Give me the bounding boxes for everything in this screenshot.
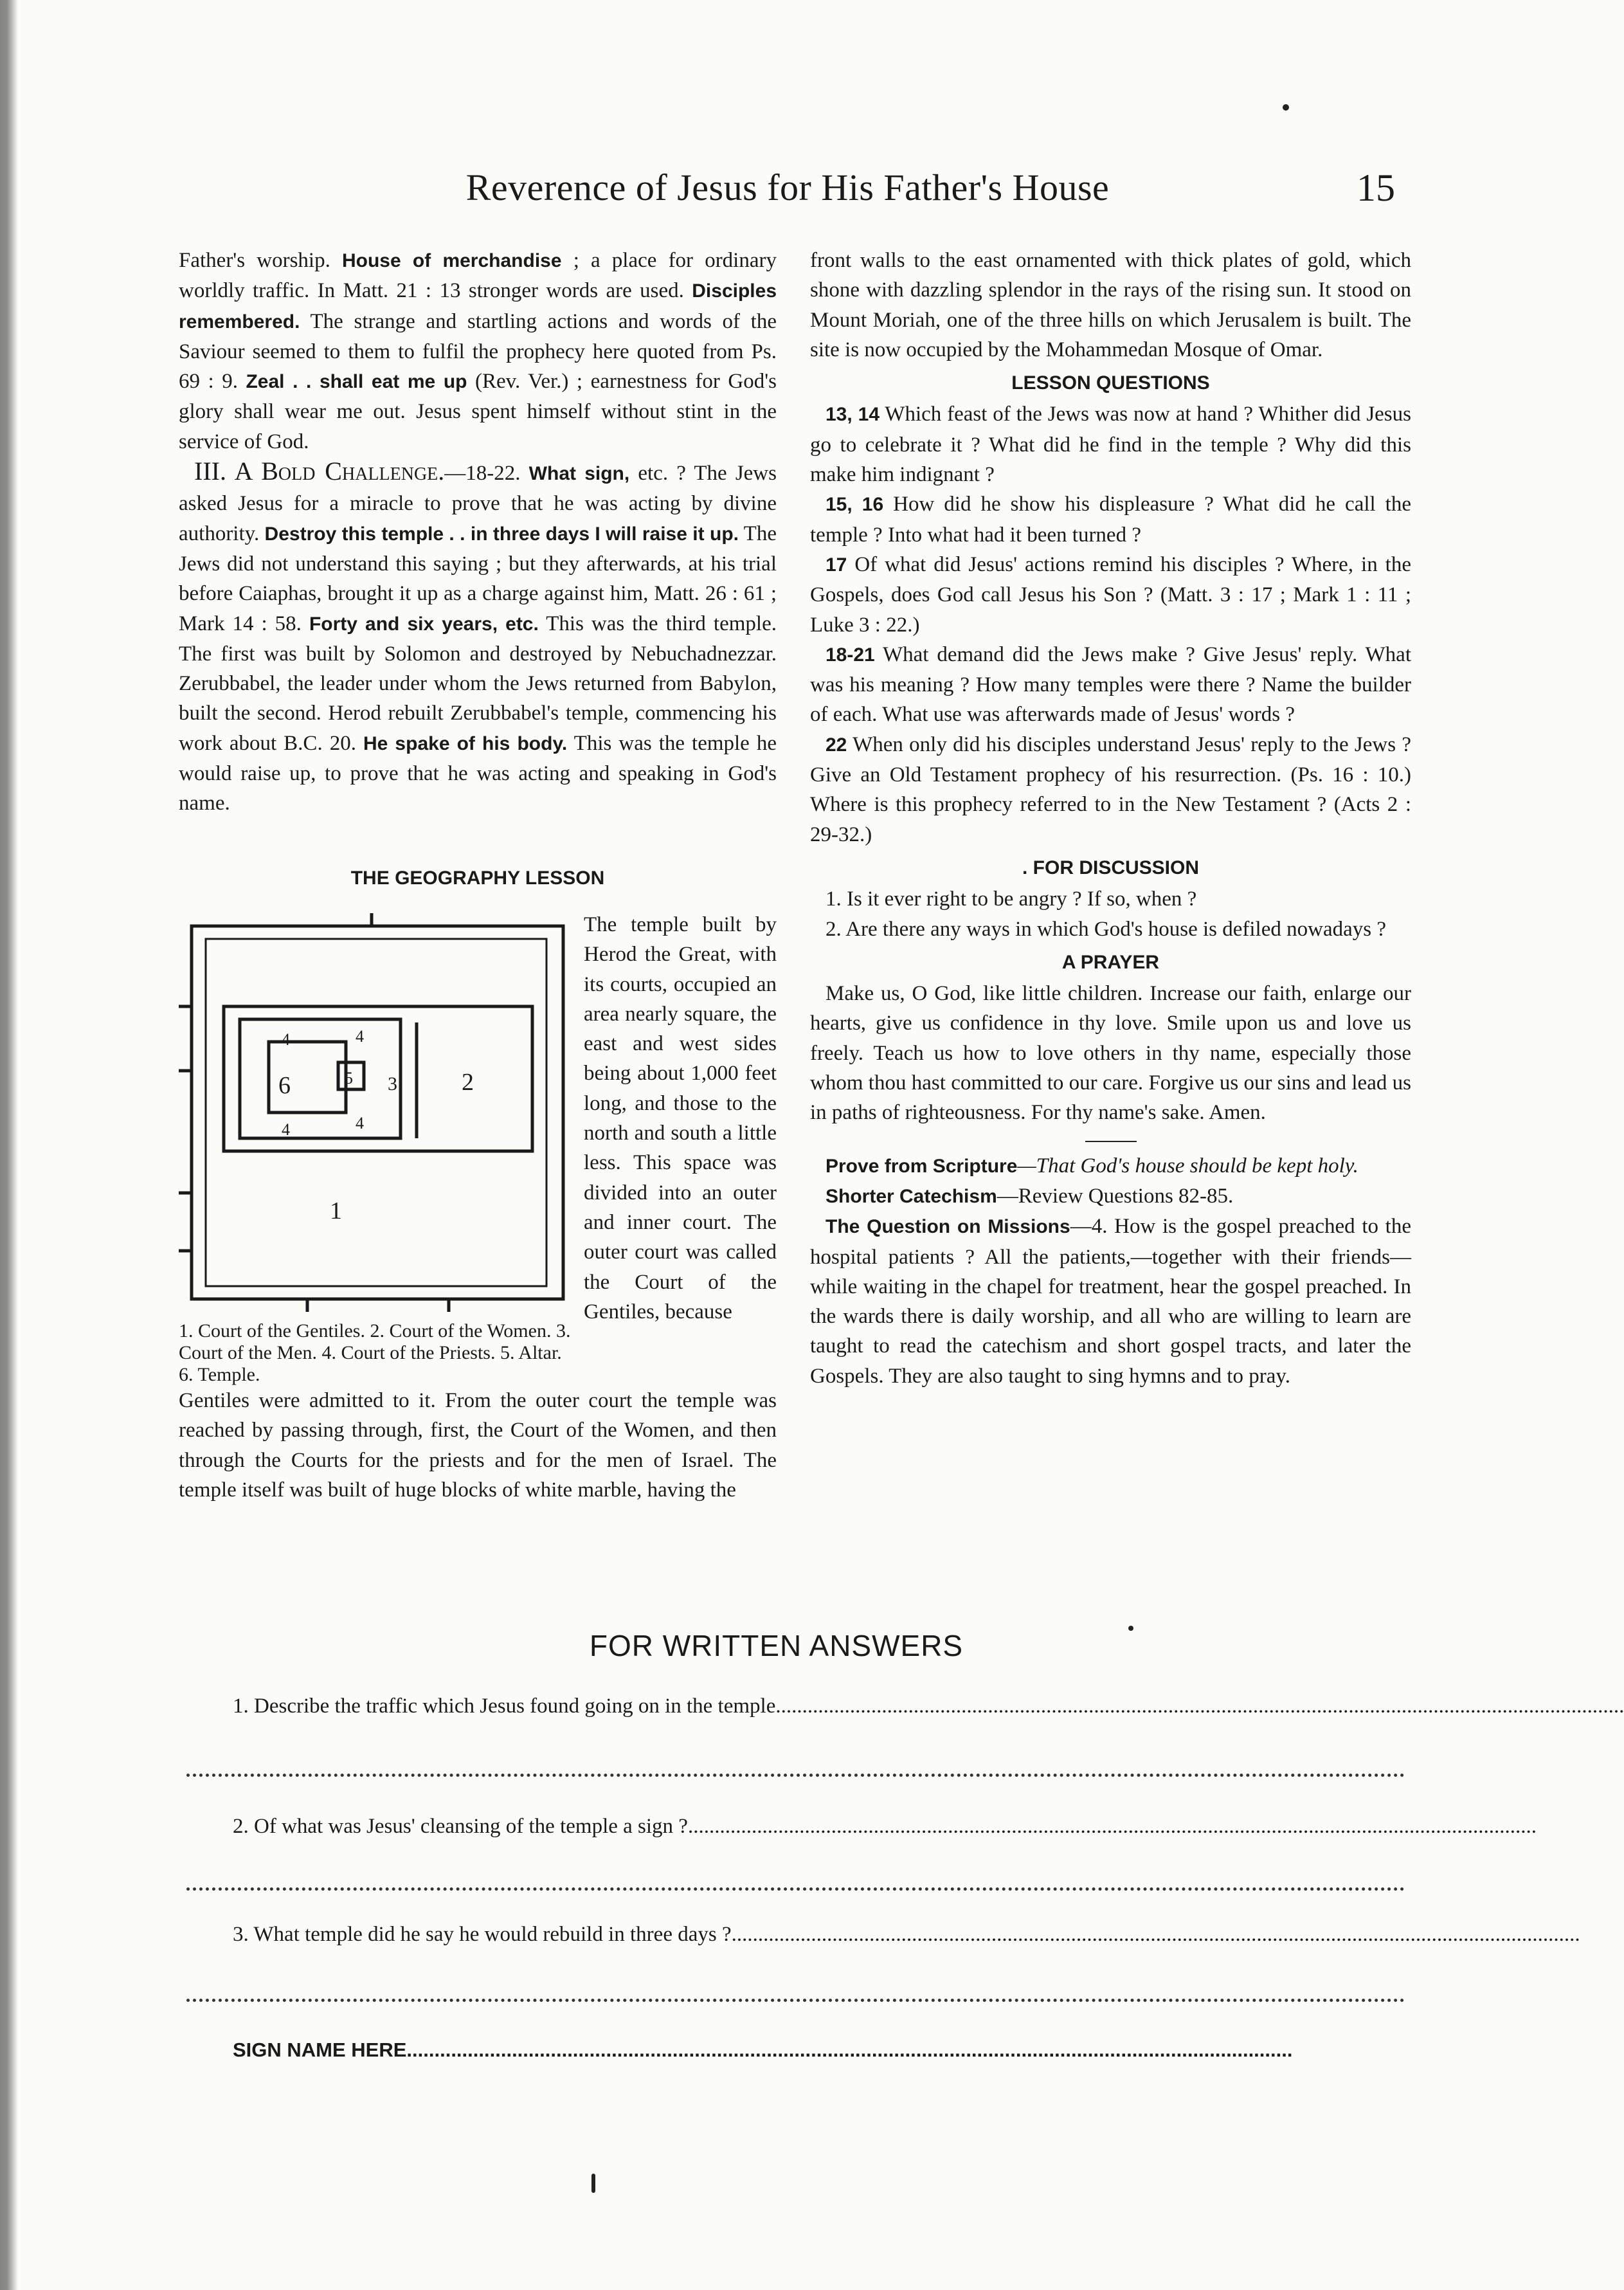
lesson-question: 22 When only did his disciples understand Jesus' reply to the Jews ? Give an Old Testament prophecy of his resurrection. (Ps. 16 : 10.) Where is this prophecy referred to in the New Testament ? (Acts 2 : 29-32.): [810, 732, 1411, 846]
court-of-priests-wall: [240, 1019, 401, 1138]
written-question-1: 1. Describe the traffic which Jesus found going on in the temple................................................................................................................................................................: [233, 1695, 1624, 1718]
answer-line-1[interactable]: [186, 1774, 1405, 1777]
lesson-question: 13, 14 Which feast of the Jews was now at hand ? Whither did Jesus go to celebrate it ? What did he find in the temple ? Why did this make him indignant ?: [810, 403, 1411, 487]
paragraph-house-of-merchandise: Father's worship. House of merchandise ; a place for ordinary worldly traffic. In Matt. 21 : 13 stronger words are used. Disciples remembered. The strange and startling actions and words of the Saviour seemed to them to fulfil the prophecy here quoted from Ps. 69 : 9. Zeal . . shall eat me up (Rev. Ver.) ; earnestness for God's glory shall wear me out. Jesus spent himself without stint in the service of God.: [179, 249, 777, 453]
plan-label-4d: 4: [356, 1113, 364, 1132]
geography-continued-right: front walls to the east ornamented with thick plates of gold, which shone with dazzling splendor in the rays of the rising sun. It stood on Mount Moriah, one of the three hills on which Jerusalem is built. The site is now occupied by the Mohammedan Mosque of Omar.: [810, 249, 1411, 361]
outer-wall: [192, 926, 563, 1299]
lesson-question: 15, 16 How did he show his displeasure ? What did he call the temple ? Into what had it been turned ?: [810, 493, 1411, 547]
answer-line-3[interactable]: [186, 1999, 1405, 2002]
geography-wrap-text: The temple built by Herod the Great, with its courts, occupied an area nearly square, the east and west sides being about 1,000 feet long, and those to the north and south a little less. This space was divided into an outer and inner court. The outer court was called the Court of the Gentiles, because: [584, 913, 777, 1323]
plan-label-1: 1: [330, 1197, 342, 1224]
temple-plan-diagram: [179, 910, 576, 1315]
written-question-2: 2. Of what was Jesus' cleansing of the temple a sign ?................................................................................................................................................................: [233, 1815, 1537, 1838]
plan-label-2: 2: [462, 1068, 474, 1096]
right-column: [810, 246, 1411, 1391]
missions-question: The Question on Missions—4. How is the gospel preached to the hospital patients ? All the patients,—together with their friends—while waiting in the chapel for treatment, hear the gospel preached. In the wards there is daily worship, and all who are willing to learn are taught to read the catechism and short gospel tracts, and later the Gospels. They are also taught to sing hymns and to pray.: [810, 1215, 1411, 1388]
outer-wall-inner-line: [206, 939, 546, 1286]
print-speck: [1128, 1626, 1133, 1631]
plan-label-4b: 4: [356, 1026, 364, 1046]
sign-name-line[interactable]: SIGN NAME HERE................................................................................................................................................................: [233, 2039, 1293, 2061]
plan-label-4a: 4: [282, 1030, 290, 1049]
discussion-item: 1. Is it ever right to be angry ? If so, when ?: [826, 887, 1197, 911]
prayer-heading: A PRAYER: [1061, 951, 1160, 973]
running-header: Reverence of Jesus for His Father's House: [465, 167, 1110, 208]
shorter-catechism: Shorter Catechism—Review Questions 82-85.: [826, 1184, 1234, 1208]
plan-label-6: 6: [278, 1071, 291, 1099]
page-number: 15: [1357, 167, 1395, 209]
page-binding-shadow: [0, 0, 18, 2290]
discussion-item: 2. Are there any ways in which God's house is defiled nowadays ?: [826, 917, 1386, 941]
geography-block: [179, 910, 777, 1386]
geography-continued-text: Gentiles were admitted to it. From the outer court the temple was reached by passing through, first, the Court of the Women, and then through the Courts for the priests and for the men of Israel. The temple itself was built of huge blocks of white marble, having the: [179, 1388, 777, 1502]
written-question-3: 3. What temple did he say he would rebuild in three days ?................................................................................................................................................................: [233, 1923, 1580, 1946]
prayer-text: Make us, O God, like little children. Increase our faith, enlarge our hearts, give us confidence in thy love. Smile upon us and love us freely. Teach us how to love others in thy name, especially those whom thou hast committed to our care. Forgive us our sins and lead us in paths of righteousness. For thy name's sake. Amen.: [810, 982, 1411, 1125]
print-speck: [1283, 104, 1289, 111]
temple-plan-figure: [179, 910, 576, 1386]
answer-line-2[interactable]: [186, 1887, 1405, 1891]
lesson-question: 18-21 What demand did the Jews make ? Give Jesus' reply. What was his meaning ? How many temples were there ? Name the builder of each. What use was afterwards made of Jesus' words ?: [810, 642, 1411, 727]
plan-label-5: 5: [345, 1068, 353, 1087]
plan-label-4c: 4: [282, 1120, 290, 1139]
left-column: [179, 246, 777, 1505]
plan-label-3: 3: [388, 1073, 397, 1095]
print-speck: [591, 2174, 595, 2193]
paragraph-bold-challenge: III. A Bold Challenge.—18-22. What sign, etc. ? The Jews asked Jesus for a miracle to prove that he was acting by divine authority. Destroy this temple . . in three days I will raise it up. The Jews did not understand this saying ; but they afterwards, at his trial before Caiaphas, brought it up as a charge against him, Matt. 26 : 61 ; Mark 14 : 58. Forty and six years, etc. This was the third temple. The first was built by Solomon and destroyed by Nebuchadnezzar. Zerubbabel, the leader under whom the Jews returned from Babylon, built the second. Herod rebuilt Zerubbabel's temple, commencing his work about B.C. 20. He spake of his body. This was the temple he would raise up, to prove that he was acting and speaking in God's name.: [179, 457, 777, 815]
geography-lesson-heading: THE GEOGRAPHY LESSON: [350, 867, 605, 889]
plan-caption: 1. Court of the Gentiles. 2. Court of the Women. 3. Court of the Men. 4. Court of the Priests. 5. Altar. 6. Temple.: [179, 1320, 571, 1385]
prove-from-scripture: Prove from Scripture—That God's house should be kept holy.: [826, 1154, 1358, 1177]
lesson-questions-heading: LESSON QUESTIONS: [1011, 372, 1210, 394]
discussion-heading: . FOR DISCUSSION: [1022, 857, 1200, 878]
lesson-question: 17 Of what did Jesus' actions remind his disciples ? Where, in the Gospels, does God call Jesus his Son ? (Matt. 3 : 17 ; Mark 1 : 11 ; Luke 3 : 22.): [810, 552, 1411, 637]
written-answers-heading: FOR WRITTEN ANSWERS: [589, 1629, 964, 1662]
section-divider: [1085, 1141, 1137, 1142]
